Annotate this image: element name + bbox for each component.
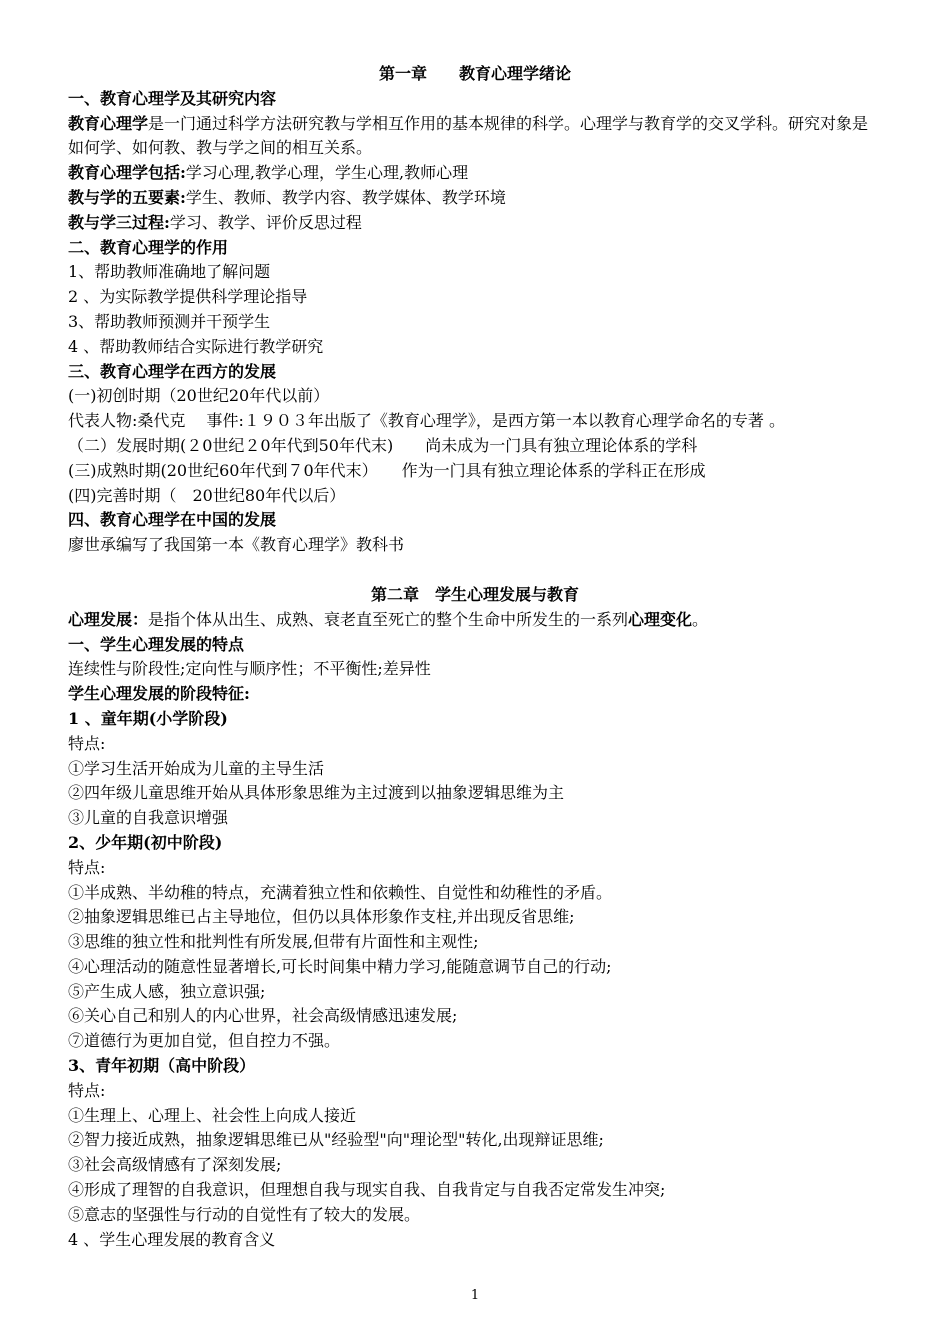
list-item: ④心理活动的随意性显著增长,可长时间集中精力学习,能随意调节自己的行动; [68,956,612,976]
paragraph: 代表人物:桑代克 事件:１９０３年出版了《教育心理学》，是西方第一本以教育心理学命名的专著 。 [68,411,785,431]
list-item: ③儿童的自我意识增强 [68,808,229,828]
list-item: ⑤意志的坚强性与行动的自觉性有了较大的发展。 [68,1204,421,1224]
list-item: ②四年级儿童思维开始从具体形象思维为主过渡到以抽象逻辑思维为主 [68,783,565,803]
list-item: ①半成熟、半幼稚的特点，充满着独立性和依赖性、自觉性和幼稚性的矛盾。 [68,882,613,902]
paragraph: 廖世承编写了我国第一本《教育心理学》教科书 [68,535,405,555]
list-item: ①生理上、心理上、社会性上向成人接近 [68,1105,357,1125]
feature-label: 特点: [68,857,106,877]
list-item: ④形成了理智的自我意识，但理想自我与现实自我、自我肯定与自我否定常发生冲突; [68,1180,666,1200]
three-process-term: 教与学三过程: [68,212,170,232]
page-number: 1 [470,1288,480,1303]
list-item: ⑥关心自己和别人的内心世界，社会高级情感迅速发展; [68,1006,458,1026]
include-term: 教育心理学包括: [68,163,186,183]
list-item: ②抽象逻辑思维已占主导地位，但仍以具体形象作支柱,并出现反省思维; [68,907,575,927]
definition-paragraph [68,112,882,162]
feature-label: 特点: [68,1080,106,1100]
five-elements-term: 教与学的五要素: [68,187,186,207]
chapter-2-title: 第二章 学生心理发展与教育 [370,584,579,604]
definition-text: 是一门通过科学方法研究教与学相互作用的基本规律的科学。心理学与教育学的交叉学科。研究对象是如何学、如何教、教与学之间的相互关系。 [68,113,869,158]
list-item: ②智力接近成熟，抽象逻辑思维已从"经验型"向"理论型"转化,出现辩证思维; [68,1130,604,1150]
stage-heading: 2、少年期(初中阶段) [68,832,223,852]
section-heading: 二、教育心理学的作用 [68,237,229,257]
definition-end: 。 [692,609,709,629]
stage-heading: 1 、童年期(小学阶段) [68,708,228,728]
three-process-line [68,211,882,236]
list-item: ①学习生活开始成为儿童的主导生活 [68,758,325,778]
list-item: 4 、帮助教师结合实际进行教学研究 [68,336,324,356]
include-text: 学习心理,教学心理，学生心理,教师心理 [185,163,469,183]
list-item: (一)初创时期（20世纪20年代以前） [68,386,330,406]
list-item: ③思维的独立性和批判性有所发展,但带有片面性和主观性; [68,932,479,952]
section-heading: 学生心理发展的阶段特征: [68,684,250,704]
list-item: (四)完善时期（ 20世纪80年代以后） [68,485,346,505]
document-page [68,62,882,1252]
list-item: ③社会高级情感有了深刻发展; [68,1155,282,1175]
definition-text: 是指个体从出生、成熟、衰老直至死亡的整个生命中所发生的一系列 [148,609,629,629]
section-heading: 一、学生心理发展的特点 [68,634,245,654]
section-heading: 一、教育心理学及其研究内容 [68,88,277,108]
five-elements-text: 学生、教师、教学内容、教学媒体、教学环境 [185,187,506,207]
five-elements-line [68,186,882,211]
list-item: 4 、学生心理发展的教育含义 [68,1229,276,1249]
definition-term: 教育心理学 [68,113,149,133]
include-line [68,161,882,186]
list-item: (三)成熟时期(20世纪60年代到７0年代末） 作为一门具有独立理论体系的学科正在形成 [68,460,706,480]
three-process-text: 学习、教学、评价反思过程 [169,212,362,232]
definition-term: 心理变化 [628,609,693,629]
stage-heading: 3、青年初期（高中阶段） [68,1056,256,1076]
section-heading: 三、教育心理学在西方的发展 [68,361,277,381]
paragraph: 连续性与阶段性;定向性与顺序性；不平衡性;差异性 [68,659,431,679]
list-item: ⑤产生成人感，独立意识强; [68,981,266,1001]
definition-term: 心理发展： [68,609,149,629]
definition-paragraph [68,608,882,633]
list-item: ⑦道德行为更加自觉，但自控力不强。 [68,1031,341,1051]
list-item: （二）发展时期(２0世纪２0年代到50年代末) 尚未成为一门具有独立理论体系的学科 [68,435,698,455]
list-item: 3、帮助教师预测并干预学生 [68,311,271,331]
feature-label: 特点: [68,733,106,753]
section-heading: 四、教育心理学在中国的发展 [68,510,277,530]
list-item: 2 、为实际教学提供科学理论指导 [68,287,308,307]
list-item: 1、帮助教师准确地了解问题 [68,262,271,282]
chapter-1-title: 第一章 教育心理学绪论 [378,64,571,83]
